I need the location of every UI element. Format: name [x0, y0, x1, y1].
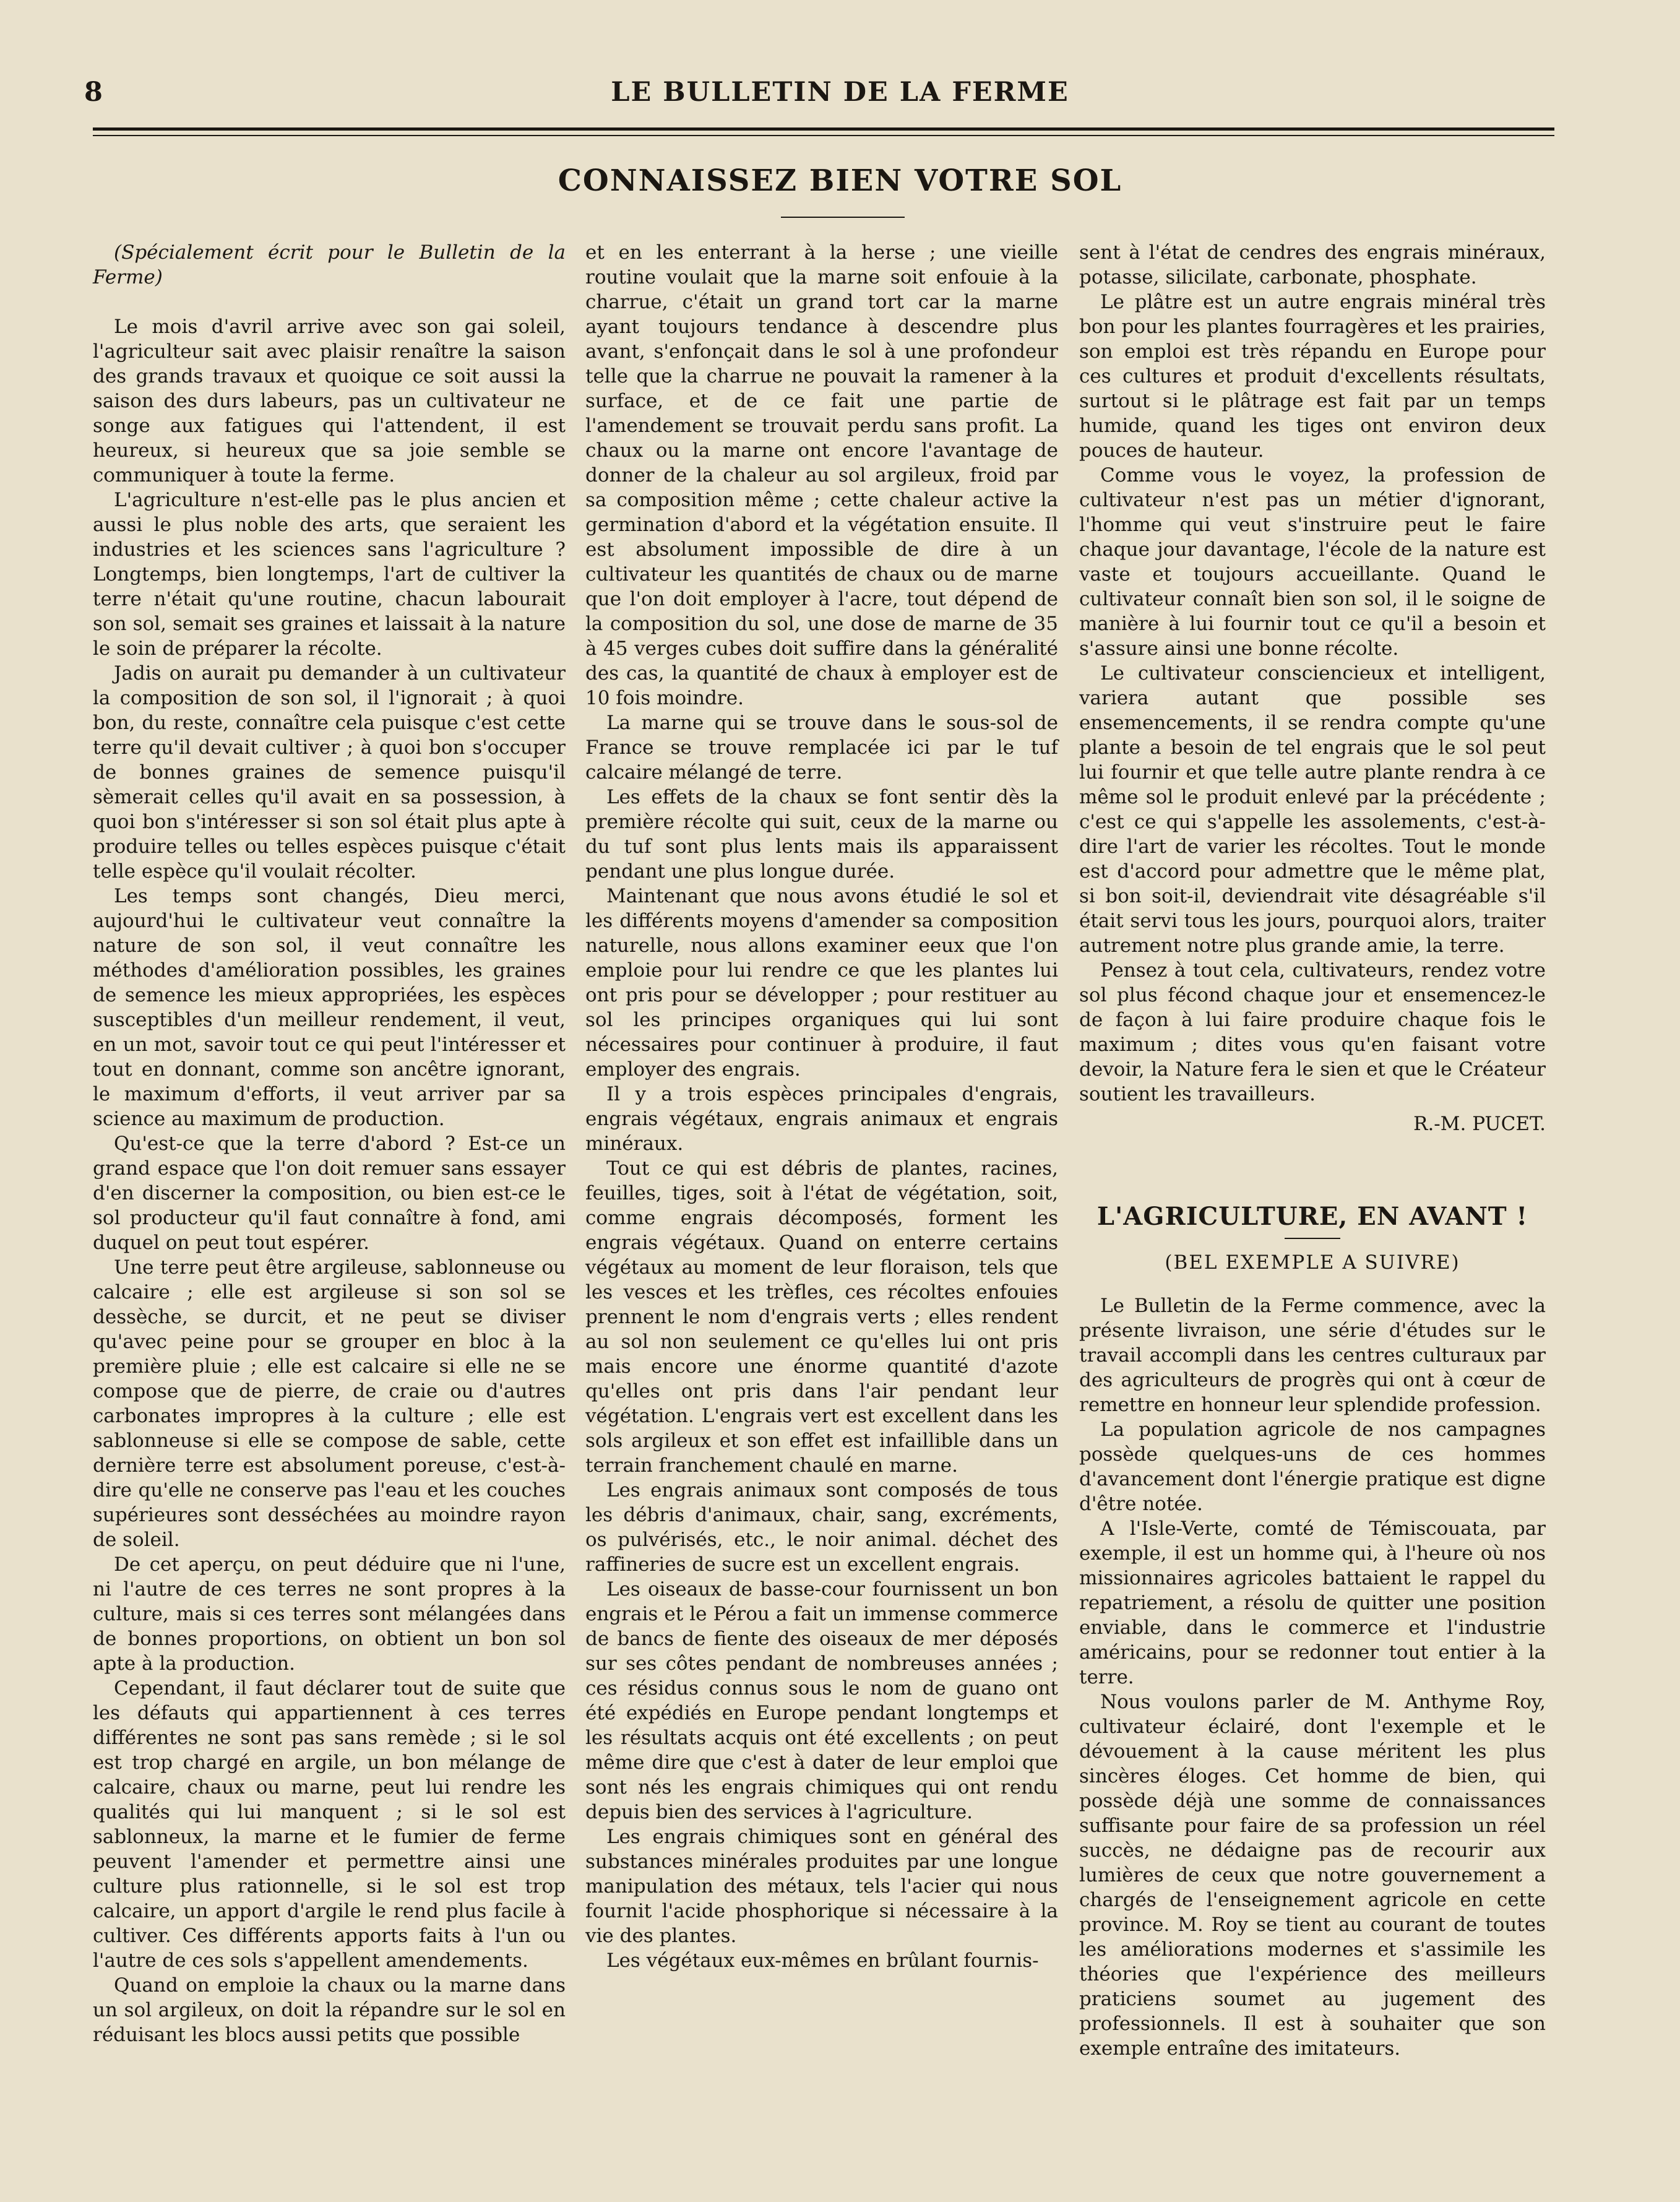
header-rule-thin	[93, 135, 1554, 136]
paragraph: Qu'est-ce que la terre d'abord ? Est-ce un grand espace que l'on doit remuer sans essayer d'en discerner la composition, ou bien est-ce le sol producteur qu'il faut connaître à fond, ami duquel on peut tout espérer.	[93, 1133, 566, 1254]
paragraph: Une terre peut être argileuse, sablonneuse ou calcaire ; elle est argileuse si son sol se dessèche, se durcit, et ne peut se diviser qu'avec peine pour se grouper en bloc à la première pluie ; elle est calcaire si elle ne se compose que de pierre, de craie ou d'autres carbonates impropres à la culture ; elle est sablonneuse si elle se compose de sable, cette dernière terre est absolument poreuse, c'est-à-dire qu'elle ne conserve pas l'eau et les couches supérieures sont desséchées au moindre rayon de soleil.	[93, 1256, 566, 1551]
paragraph: Le mois d'avril arrive avec son gai soleil, l'agriculteur sait avec plaisir renaître la saison des grands travaux et quoique ce soit aussi la saison des durs labeurs, pas un cultivateur ne songe aux fatigues qui l'attendent, il est heureux, si heureux que sa joie semble se communiquer à toute la ferme.	[93, 316, 566, 486]
paragraph: Les temps sont changés, Dieu merci, aujourd'hui le cultivateur veut connaître la nature de son sol, il veut connaître les méthodes d'amélioration possibles, les graines de semence les mieux appropriées, les espèces susceptibles d'un meilleur rendement, il veut, en un mot, savoir tout ce qui peut l'intéresser et tout en donnant, comme son ancêtre ignorant, le maximum d'efforts, il veut arriver par sa science au maximum de production.	[93, 885, 566, 1130]
paragraph: Le cultivateur consciencieux et intelligent, variera autant que possible ses ensemencements, il se rendra compte qu'une plante a besoin de tel engrais que le sol peut lui fournir et que telle autre plante rendra à ce même sol le produit enlevé par la précédente ; c'est ce qui s'appelle les assolements, c'est-à-dire l'art de varier les récoltes. Tout le monde est d'accord pour admettre que le même plat, si bon soit-il, deviendrait vite désagréable s'il était servi tous les jours, pourquoi alors, traiter autrement notre plus grande amie, la terre.	[1079, 662, 1546, 957]
paragraph: A l'Isle-Verte, comté de Témiscouata, par exemple, il est un homme qui, à l'heure où nos missionnaires agricoles battaient le rappel du repatriement, a résolu de quitter une position enviable, dans le commerce et l'industrie américains, pour se redonner tout entier à la terre.	[1079, 1518, 1546, 1688]
paragraph: Les engrais chimiques sont en général des substances minérales produites par une longue manipulation des métaux, tels l'acier qui nous fournit l'acide phosphorique si nécessaire à la vie des plantes.	[585, 1826, 1058, 1947]
page-number: 8	[84, 77, 103, 108]
author-signature: R.-M. PUCET.	[1413, 1113, 1546, 1135]
paragraph: Les effets de la chaux se font sentir dès la première récolte qui suit, ceux de la marne ou du tuf sont plus lents mais ils apparaissent pendant une plus longue durée.	[585, 786, 1058, 883]
paragraph: L'agriculture n'est-elle pas le plus ancien et aussi le plus noble des arts, que seraient les industries et les sciences sans l'agriculture ? Longtemps, bien longtemps, l'art de cultiver la terre n'était qu'une routine, chacun labourait son sol, semait ses graines et laissait à la nature le soin de préparer la récolte.	[93, 489, 566, 660]
paragraph: Les végétaux eux-mêmes en brûlant fournis-	[606, 1949, 1039, 1972]
paragraph: Jadis on aurait pu demander à un cultivateur la composition de son sol, il l'ignorait ; à quoi bon, du reste, connaître cela puisque c'est cette terre qu'il devait cultiver ; à quoi bon s'occuper de bonnes graines de semence puisqu'il sèmerait celles qu'il avait en sa possession, à quoi bon s'intéresser si son sol était plus apte à produire telles ou telles espèces puisque c'était telle espèce qu'il voulait récolter.	[93, 662, 566, 883]
paragraph: Il y a trois espèces principales d'engrais, engrais végétaux, engrais animaux et engrais minéraux.	[585, 1083, 1058, 1155]
paragraph: La marne qui se trouve dans le sous-sol de France se trouve remplacée ici par le tuf calcaire mélangé de terre.	[585, 712, 1058, 784]
column-2	[585, 240, 1058, 1973]
publication-title: LE BULLETIN DE LA FERME	[611, 77, 1069, 108]
paragraph: Tout ce qui est débris de plantes, racines, feuilles, tiges, soit à l'état de végétation, soit, comme engrais décomposés, forment les engrais végétaux. Quand on enterre certains végétaux au moment de leur floraison, tels que les vesces et les trèfles, ces récoltes enfouies prennent le nom d'engrais verts ; elles rendent au sol non seulement ce qu'elles lui ont pris mais encore une énorme quantité d'azote qu'elles ont pris dans l'air pendant leur végétation. L'engrais vert est excellent dans les sols argileux et son effet est infaillible dans un terrain franchement chaulé en marne.	[585, 1157, 1058, 1477]
paragraph: De cet aperçu, on peut déduire que ni l'une, ni l'autre de ces terres ne sont propres à la culture, mais si ces terres sont mélangées dans de bonnes proportions, on obtient un bon sol apte à la production.	[93, 1553, 566, 1675]
paragraph: Maintenant que nous avons étudié le sol et les différents moyens d'amender sa composition naturelle, nous allons examiner eeux que l'on emploie pour lui rendre ce que les plantes lui ont pris pour se développer ; pour restituer au sol les principes organiques qui lui sont nécessaires pour continuer à produire, il faut employer des engrais.	[585, 885, 1058, 1081]
second-article-subtitle: (BEL EXEMPLE A SUIVRE)	[1165, 1251, 1460, 1274]
header-rule	[93, 127, 1554, 131]
column-3	[1079, 240, 1546, 2061]
second-title-underline	[1285, 1238, 1340, 1239]
paragraph: Comme vous le voyez, la profession de cultivateur n'est pas un métier d'ignorant, l'homme qui veut s'instruire peut le faire chaque jour davantage, l'école de la nature est vaste et toujours accueillante. Quand le cultivateur connaît bien son sol, il le soigne de manière à lui fournir tout ce qu'il a besoin et s'assure ainsi une bonne récolte.	[1079, 464, 1546, 660]
paragraph: Nous voulons parler de M. Anthyme Roy, cultivateur éclairé, dont l'exemple et le dévouement à la cause méritent les plus sincères éloges. Cet homme de bien, qui possède déjà une somme de connaissances suffisante pour faire de sa profession un réel succès, ne dédaigne pas de recourir aux lumières de ceux que notre gouvernement a chargés de l'enseignement agricole en cette province. M. Roy se tient au courant de toutes les améliorations modernes et s'assimile les théories que l'expérience des meilleurs praticiens soumet au jugement des professionnels. Il est à souhaiter que son exemple entraîne des imitateurs.	[1079, 1691, 1546, 2060]
paragraph: Cependant, il faut déclarer tout de suite que les défauts qui appartiennent à ces terres différentes ne sont pas sans remède ; si le sol est trop chargé en argile, un bon mélange de calcaire, chaux ou marne, peut lui rendre les qualités qui lui manquent ; si le sol est sablonneux, la marne et le fumier de ferme peuvent l'amender et permettre ainsi une culture plus rationnelle, si le sol est trop calcaire, un apport d'argile le rend plus facile à cultiver. Ces différents apports faits à l'un ou l'autre de ces sols s'appellent amendements.	[93, 1677, 566, 1972]
paragraph: Le plâtre est un autre engrais minéral très bon pour les plantes fourragères et les prairies, son emploi est très répandu en Europe pour ces cultures et produit d'excellents résultats, surtout si le plâtrage est fait par un temps humide, quand les tiges ont environ deux pouces de hauteur.	[1079, 291, 1546, 462]
column-1	[93, 240, 566, 2047]
title-underline	[781, 217, 905, 218]
second-article-title: L'AGRICULTURE, EN AVANT !	[1096, 1202, 1528, 1231]
paragraph: Quand on emploie la chaux ou la marne dans un sol argileux, on doit la répandre sur le sol en réduisant les blocs aussi petits que possible	[93, 1974, 566, 2046]
article-title: CONNAISSEZ BIEN VOTRE SOL	[558, 163, 1122, 198]
paragraph: Le Bulletin de la Ferme commence, avec la présente livraison, une série d'études sur le travail accompli dans les centres culturaux par des agriculteurs de progrès qui ont à cœur de remettre en honneur leur splendide profession.	[1079, 1295, 1546, 1416]
paragraph: Pensez à tout cela, cultivateurs, rendez votre sol plus fécond chaque jour et ensemencez-le de façon à lui faire produire chaque fois le maximum ; dites vous qu'en faisant votre devoir, la Nature fera le sien et que le Créateur soutient les travailleurs.	[1079, 959, 1546, 1105]
paragraph: Les oiseaux de basse-cour fournissent un bon engrais et le Pérou a fait un immense commerce de bancs de fiente des oiseaux de mer déposés sur ses côtes pendant de nombreuses années ; ces résidus connus sous le nom de guano ont été expédiés en Europe pendant longtemps et les résultats acquis ont été excellents ; on peut même dire que c'est à dater de leur emploi que sont nés les engrais chimiques qui ont rendu depuis bien des services à l'agriculture.	[585, 1578, 1058, 1823]
paragraph: et en les enterrant à la herse ; une vieille routine voulait que la marne soit enfouie à la charrue, c'était un grand tort car la marne ayant toujours tendance à descendre plus avant, s'enfonçait dans le sol à une profondeur telle que la charrue ne pouvait la ramener à la surface, et de ce fait une partie de l'amendement se trouvait perdu sans profit. La chaux ou la marne ont encore l'avantage de donner de la chaleur au sol argileux, froid par sa composition même ; cette chaleur active la germination d'abord et la végétation ensuite. Il est absolument impossible de dire à un cultivateur les quantités de chaux ou de marne que l'on doit employer à l'acre, tout dépend de la composition du sol, une dose de marne de 35 à 45 verges cubes doit suffire dans la généralité des cas, la quantité de chaux à employer est de 10 fois moindre.	[585, 241, 1058, 709]
paragraph: sent à l'état de cendres des engrais minéraux, potasse, silicilate, carbonate, phosphate.	[1079, 241, 1546, 288]
paragraph: La population agricole de nos campagnes possède quelques-uns de ces hommes d'avancement dont l'énergie pratique est digne d'être notée.	[1079, 1418, 1546, 1515]
paragraph: Les engrais animaux sont composés de tous les débris d'animaux, chair, sang, excréments, os pulvérisés, etc., le noir animal. déchet des raffineries de sucre est un excellent engrais.	[585, 1479, 1058, 1576]
article-dateline: (Spécialement écrit pour le Bulletin de la Ferme)	[93, 241, 566, 288]
